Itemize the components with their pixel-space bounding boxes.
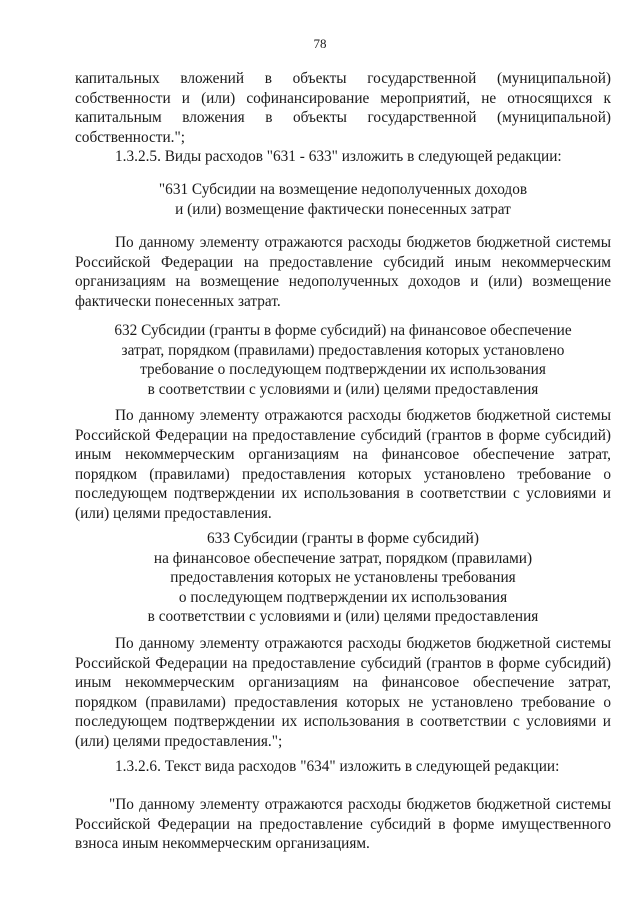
text-line: Российской Федерации на предоставление субсидий (грантов в форме субсидий): [75, 426, 611, 444]
item-1-3-2-5: [75, 147, 611, 167]
text-line: капитальных вложений в объекты государственной (муниципальной): [75, 70, 611, 87]
text-line: Российской Федерации на предоставление субсидий (грантов в форме субсидий): [75, 654, 611, 672]
text-line: последующем подтверждении их использования в соответствии с условиями и: [75, 485, 611, 503]
text-line: порядком (правилами) предоставления которых установлено требование о: [75, 465, 611, 483]
heading-line: о последующем подтверждении их использования: [178, 588, 508, 606]
heading-633: [75, 529, 611, 627]
heading-line: "631 Субсидии на возмещение недополученных доходов: [158, 181, 528, 198]
paragraph-633: [75, 634, 611, 752]
text-line: (или) целями предоставления.";: [75, 732, 283, 750]
text-line: 1.3.2.5. Виды расходов "631 - 633" изложить в следующей редакции:: [115, 148, 562, 165]
paragraph-634: [75, 795, 611, 854]
heading-line: 633 Субсидии (гранты в форме субсидий): [207, 530, 479, 547]
heading-line: на финансовое обеспечение затрат, порядком (правилами): [153, 549, 533, 567]
intro-paragraph: [75, 69, 611, 147]
heading-line: затрат, порядком (правилами) предоставления которых установлено: [121, 341, 565, 359]
text-line: Российской Федерации на предоставление субсидий в форме имущественного: [75, 815, 611, 833]
page-number: 78: [313, 36, 327, 51]
heading-line: 632 Субсидии (гранты в форме субсидий) на финансовое обеспечение: [114, 322, 572, 339]
text-line: По данному элементу отражаются расходы бюджетов бюджетной системы: [115, 407, 611, 424]
text-line: взноса иным некоммерческим организациям.: [75, 835, 370, 853]
heading-line: и (или) возмещение фактически понесенных затрат: [175, 200, 511, 218]
text-line: иным некоммерческим организациям на финансовое обеспечение затрат,: [75, 446, 611, 464]
heading-line: в соответствии с условиями и (или) целями предоставления: [147, 380, 539, 398]
item-1-3-2-6: [75, 757, 611, 777]
heading-line: предоставления которых не установлены требования: [170, 569, 516, 587]
text-line: собственности.";: [75, 128, 185, 146]
text-line: 1.3.2.6. Текст вида расходов "634" изложить в следующей редакции:: [115, 758, 560, 775]
text-line: собственности и (или) софинансирование мероприятий, не относящихся к: [75, 89, 611, 107]
paragraph-631: [75, 233, 611, 311]
text-line: "По данному элементу отражаются расходы бюджетов бюджетной системы: [109, 796, 611, 813]
heading-line: в соответствии с условиями и (или) целями предоставления: [147, 608, 539, 626]
text-line: организациям на возмещение недополученных доходов и (или) возмещение: [75, 273, 611, 291]
text-line: иным некоммерческим организациям на финансовое обеспечение затрат,: [75, 674, 611, 692]
text-line: По данному элементу отражаются расходы бюджетов бюджетной системы: [115, 234, 611, 251]
text-line: порядком (правилами) предоставления которых не установлено требование о: [75, 693, 611, 711]
text-line: последующем подтверждении их использования в соответствии с условиями и: [75, 713, 611, 731]
heading-632: [75, 321, 611, 399]
paragraph-632: [75, 406, 611, 524]
text-line: фактически понесенных затрат.: [75, 292, 281, 310]
heading-line: требование о последующем подтверждении их использования: [140, 361, 546, 379]
heading-631: [75, 180, 611, 219]
text-line: По данному элементу отражаются расходы бюджетов бюджетной системы: [115, 635, 611, 652]
text-line: Российской Федерации на предоставление субсидий иным некоммерческим: [75, 253, 611, 271]
text-line: (или) целями предоставления.: [75, 504, 272, 522]
text-line: капитальным вложения в объекты государственной (муниципальной): [75, 109, 611, 127]
